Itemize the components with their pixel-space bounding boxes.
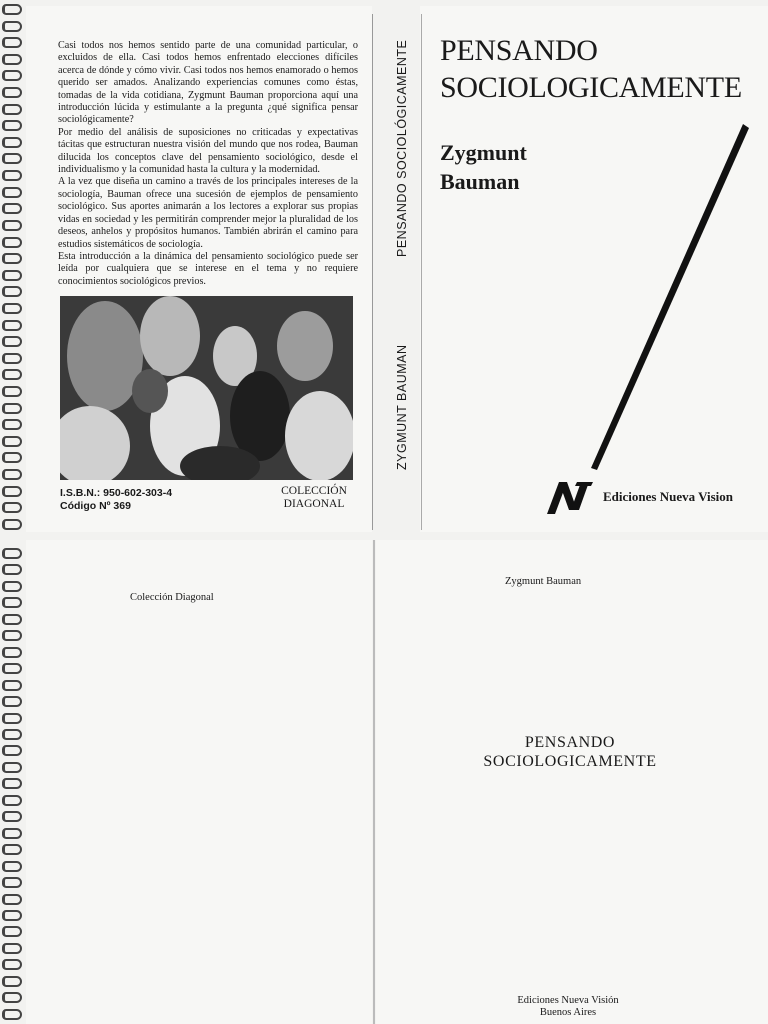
coleccion-label [274, 485, 354, 511]
spiral-ring [2, 795, 22, 806]
spiral-ring [2, 597, 22, 608]
inner-title [440, 733, 700, 771]
front-author [440, 138, 527, 196]
coleccion-line1: COLECCIÓN [281, 485, 347, 497]
spiral-ring [2, 713, 22, 724]
spiral-ring [2, 369, 22, 380]
spiral-ring [2, 386, 22, 397]
spiral-ring [2, 336, 22, 347]
spiral-ring [2, 861, 22, 872]
spiral-ring [2, 844, 22, 855]
blurb-paragraph: Esta introducción a la dinámica del pensamiento sociológico puede ser leída por cualquiera que se interese en el tema y no requiere conocimientos sociológicos previos. [58, 250, 358, 287]
spiral-ring [2, 630, 22, 641]
spiral-ring [2, 564, 22, 575]
back-cover-blurb [58, 40, 358, 288]
spiral-ring [2, 1009, 22, 1020]
spiral-ring [2, 877, 22, 888]
inner-title-line2: SOCIOLOGICAMENTE [483, 753, 657, 770]
blurb-paragraph: Por medio del análisis de suposiciones no criticadas y expectativas tácitas que estructuran nuestra visión del mundo que nos rodea, Bauman dilucida los conceptos clave del pensamiento sociológico, desde el individualismo y la comunidad hasta la cultura y la modernidad. [58, 126, 358, 176]
spiral-ring [2, 811, 22, 822]
spiral-ring [2, 647, 22, 658]
inner-title-line1: PENSANDO [524, 734, 616, 751]
spiral-ring [2, 21, 22, 32]
spiral-ring [2, 696, 22, 707]
page-gutter [373, 540, 375, 1024]
coleccion-line2: DIAGONAL [283, 498, 345, 510]
spiral-ring [2, 87, 22, 98]
spiral-ring [2, 486, 22, 497]
spiral-ring [2, 403, 22, 414]
front-title [440, 32, 742, 106]
spiral-ring [2, 70, 22, 81]
spiral-ring [2, 910, 22, 921]
spiral-ring [2, 104, 22, 115]
spiral-ring [2, 762, 22, 773]
spiral-binding-top [0, 4, 26, 530]
crowd-photo-image [60, 296, 353, 480]
spiral-ring [2, 519, 22, 530]
spiral-ring [2, 469, 22, 480]
spiral-ring [2, 778, 22, 789]
spiral-ring [2, 926, 22, 937]
spine-text [392, 40, 412, 470]
spiral-ring [2, 959, 22, 970]
inner-left-page [26, 540, 372, 1024]
spiral-ring [2, 581, 22, 592]
nv-logo-icon [547, 480, 593, 514]
spiral-ring [2, 253, 22, 264]
spiral-ring [2, 37, 22, 48]
spiral-ring [2, 976, 22, 987]
spiral-ring [2, 270, 22, 281]
spiral-ring [2, 353, 22, 364]
isbn-block [60, 487, 172, 513]
spiral-ring [2, 614, 22, 625]
blurb-paragraph: Casi todos nos hemos sentido parte de una comunidad particular, o excluidos de ella. Casi todos hemos enfrentado elecciones difíciles acerca de dónde y cómo vivir. Casi todos nos hemos enamorado o hemos querido ser amados. Analizando experiencias comunes como éstas, tomadas de la vida cotidiana, Zygmunt Bauman proporciona aquí una introducción lúcida y estimulante a la pregunta ¿qué significa pensar sociológicamente? [58, 40, 358, 126]
spiral-binding-bottom [0, 548, 26, 1020]
spine-author: ZYGMUNT BAUMAN [395, 344, 409, 470]
spiral-ring [2, 320, 22, 331]
spiral-ring [2, 663, 22, 674]
spiral-ring [2, 419, 22, 430]
imprint [468, 995, 668, 1019]
spiral-ring [2, 680, 22, 691]
imprint-city: Buenos Aires [539, 1007, 597, 1018]
spiral-ring [2, 729, 22, 740]
diagonal-stripe [585, 118, 755, 478]
spiral-ring [2, 992, 22, 1003]
spiral-ring [2, 187, 22, 198]
spiral-ring [2, 220, 22, 231]
front-title-line1: PENSANDO [440, 34, 598, 67]
spiral-ring [2, 54, 22, 65]
spiral-ring [2, 286, 22, 297]
spiral-ring [2, 4, 22, 15]
cover-photo [60, 296, 353, 480]
inner-author: Zygmunt Bauman [505, 576, 582, 587]
publisher-name: Ediciones Nueva Vision [603, 489, 734, 504]
spiral-ring [2, 303, 22, 314]
spiral-ring [2, 153, 22, 164]
spiral-ring [2, 943, 22, 954]
front-author-line1: Zygmunt [440, 140, 527, 165]
spiral-ring [2, 745, 22, 756]
codigo-number: Código Nº 369 [60, 500, 131, 512]
spiral-ring [2, 237, 22, 248]
isbn-number: I.S.B.N.: 950-602-303-4 [60, 487, 173, 499]
publisher-block [547, 480, 733, 514]
spiral-ring [2, 502, 22, 513]
series-name: Colección Diagonal [130, 592, 214, 603]
front-author-line2: Bauman [440, 169, 520, 194]
blurb-paragraph: A la vez que diseña un camino a través de los principales intereses de la sociología, Bauman ofrece una sucesión de ejemplos de pensamiento sociológico. Sus aportes animarán a los lectores a explorar sus propias vidas en sociedad y les permitirán comprender mejor la pluralidad de los deseos, anhelos y propósitos humanos. También abrirán el camino para estudios sistemáticos de sociología. [58, 176, 358, 250]
spine-title: PENSANDO SOCIOLÓGICAMENTE [395, 40, 409, 258]
spiral-ring [2, 894, 22, 905]
imprint-publisher: Ediciones Nueva Visión [517, 995, 619, 1006]
inner-right-page [376, 540, 768, 1024]
spiral-ring [2, 828, 22, 839]
spiral-ring [2, 120, 22, 131]
spiral-ring [2, 548, 22, 559]
spiral-ring [2, 452, 22, 463]
front-title-line2: SOCIOLOGICAMENTE [440, 71, 742, 104]
spiral-ring [2, 170, 22, 181]
spiral-ring [2, 436, 22, 447]
spiral-ring [2, 203, 22, 214]
spiral-ring [2, 137, 22, 148]
